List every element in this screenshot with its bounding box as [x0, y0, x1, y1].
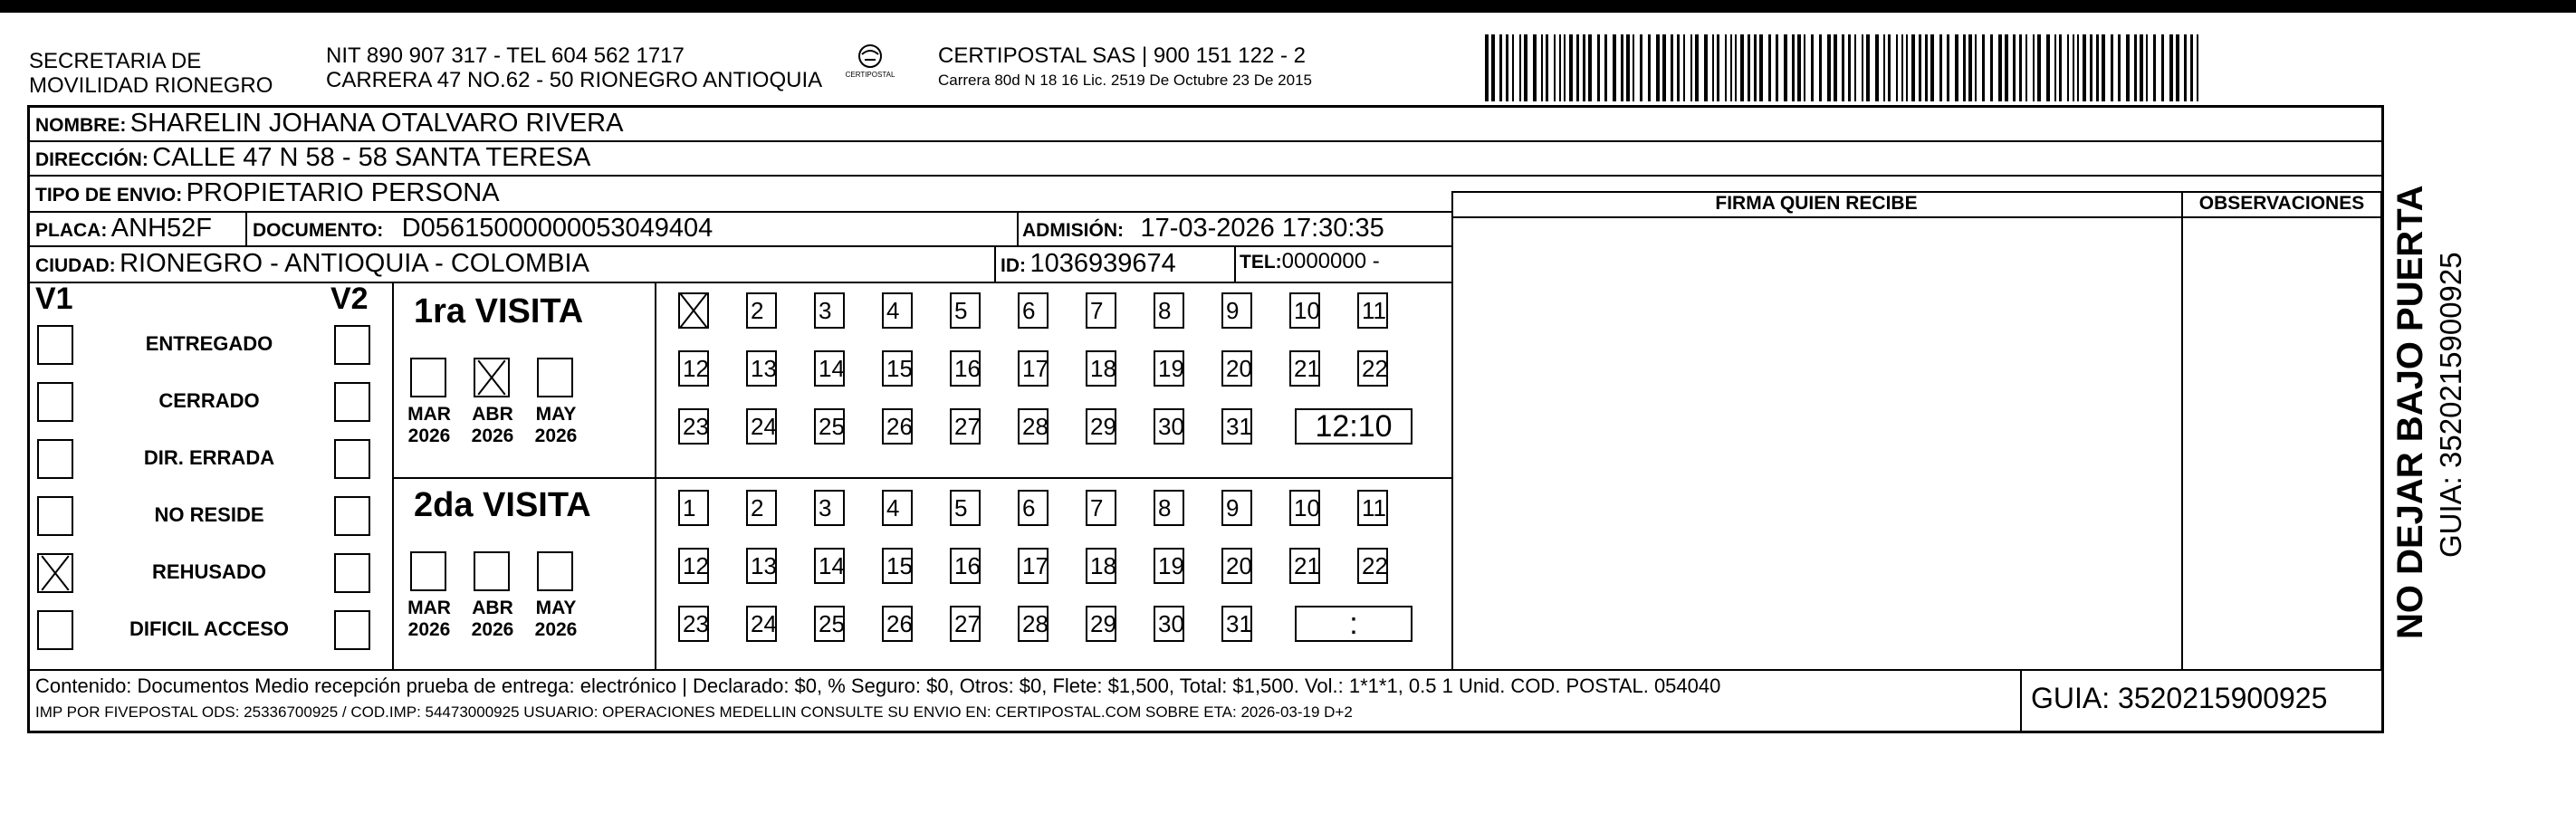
month-year: 2026 — [534, 426, 578, 446]
barcode-bar — [2033, 34, 2035, 101]
barcode-bar — [1804, 34, 1805, 101]
month-label: ABR — [472, 598, 513, 618]
time-box[interactable]: 12:10 — [1295, 408, 1412, 445]
day-cell[interactable]: 14 — [814, 350, 845, 387]
day-cell[interactable]: 4 — [882, 490, 913, 526]
barcode-bar — [2184, 34, 2187, 101]
day-cell[interactable]: 6 — [1018, 490, 1049, 526]
barcode-bar — [2067, 34, 2069, 101]
barcode-bar — [1896, 34, 1898, 101]
barcode-bar — [1768, 34, 1771, 101]
barcode-bar — [2111, 34, 2113, 101]
day-cell[interactable]: 2 — [746, 292, 777, 329]
barcode-bar — [2118, 34, 2121, 101]
admision-value: 17-03-2026 17:30:35 — [1140, 214, 1384, 243]
barcode-bar — [1955, 34, 1958, 101]
day-cell[interactable]: 17 — [1018, 548, 1049, 584]
day-cell[interactable]: 7 — [1086, 490, 1116, 526]
tel-label: TEL: — [1240, 252, 1282, 273]
barcode-bar — [1541, 34, 1543, 101]
barcode-bar — [1583, 34, 1585, 101]
day-cell[interactable]: 30 — [1154, 408, 1184, 445]
barcode-bar — [1730, 34, 1732, 101]
admision-row — [1022, 214, 1384, 244]
org-name — [29, 49, 273, 98]
firma-header: FIRMA QUIEN RECIBE — [1715, 193, 1918, 214]
day-cell[interactable]: 15 — [882, 350, 913, 387]
documento-value: D05615000000053049404 — [401, 214, 713, 243]
barcode-bar — [1975, 34, 1977, 101]
month-year: 2026 — [471, 619, 514, 640]
visit1-title: 1ra VISITA — [414, 292, 584, 330]
id-row — [1001, 249, 1176, 279]
barcode-bar — [2102, 34, 2105, 101]
day-cell[interactable]: 7 — [1086, 292, 1116, 329]
barcode-bar — [1554, 34, 1556, 101]
barcode-bar — [2037, 34, 2041, 101]
barcode-bar — [1759, 34, 1763, 101]
ciudad-value: RIONEGRO - ANTIOQUIA - COLOMBIA — [120, 249, 589, 278]
day-cell[interactable]: 27 — [950, 606, 981, 642]
barcode-bar — [1947, 34, 1949, 101]
barcode-bar — [2083, 34, 2086, 101]
documento-label: DOCUMENTO: — [253, 220, 384, 241]
day-cell[interactable]: 24 — [746, 408, 777, 445]
barcode-bar — [1963, 34, 1966, 101]
barcode-bar — [1712, 34, 1714, 101]
barcode-bar — [1491, 34, 1495, 101]
logo-icon — [840, 42, 900, 87]
day-cell[interactable]: 26 — [882, 408, 913, 445]
certipostal-logo — [840, 42, 900, 87]
barcode-bar — [1811, 34, 1814, 101]
barcode-bar — [1499, 34, 1502, 101]
barcode-bar — [2090, 34, 2092, 101]
day-cell[interactable]: 16 — [950, 548, 981, 584]
day-cell[interactable]: 2 — [746, 490, 777, 526]
barcode-bar — [1512, 34, 1514, 101]
barcode-bar — [2019, 34, 2022, 101]
org-line-2: MOVILIDAD RIONEGRO — [29, 73, 273, 98]
day-cell[interactable]: 29 — [1086, 408, 1116, 445]
day-cell[interactable]: 11 — [1357, 292, 1388, 329]
day-cell[interactable]: 22 — [1357, 350, 1388, 387]
month-label: MAR — [407, 598, 451, 618]
direccion-row — [35, 143, 590, 173]
day-cell[interactable]: 8 — [1154, 292, 1184, 329]
org-nit-address — [326, 43, 822, 92]
day-cell[interactable]: 25 — [814, 606, 845, 642]
v1-checkbox[interactable] — [37, 439, 73, 479]
barcode-bar — [1690, 34, 1692, 101]
barcode-bar — [1901, 34, 1903, 101]
barcode-bar — [2197, 34, 2198, 101]
day-cell[interactable]: 26 — [882, 606, 913, 642]
day-cell[interactable]: 19 — [1154, 350, 1184, 387]
tipo-envio-label: TIPO DE ENVIO: — [35, 185, 183, 206]
admision-label: ADMISIÓN: — [1022, 220, 1124, 241]
time-box[interactable]: : — [1295, 606, 1412, 642]
barcode-bar — [1604, 34, 1607, 101]
barcode-bar — [1576, 34, 1579, 101]
day-cell[interactable]: 31 — [1221, 408, 1252, 445]
barcode-bar — [2046, 34, 2050, 101]
barcode-bar — [1784, 34, 1787, 101]
barcode-bar — [2161, 34, 2164, 101]
barcode-bar — [2096, 34, 2099, 101]
barcode-bar — [1648, 34, 1651, 101]
barcode-bar — [2146, 34, 2148, 101]
barcode-bar — [1990, 34, 1993, 101]
barcode-bar — [2005, 34, 2008, 101]
barcode-bar — [1559, 34, 1561, 101]
barcode-bar — [1677, 34, 1680, 101]
day-cell[interactable]: 12 — [678, 350, 709, 387]
barcode-bar — [1754, 34, 1757, 101]
v1-checkbox[interactable] — [37, 553, 73, 593]
barcode-bar — [1735, 34, 1737, 101]
day-cell[interactable]: 21 — [1289, 548, 1320, 584]
v2-checkbox[interactable] — [334, 325, 370, 365]
barcode-bar — [1569, 34, 1573, 101]
month-label: ABR — [472, 404, 513, 425]
barcode-bar — [1848, 34, 1851, 101]
id-value: 1036939674 — [1029, 249, 1176, 278]
direccion-value: CALLE 47 N 58 - 58 SANTA TERESA — [152, 143, 591, 172]
tel-value: 0000000 - — [1281, 249, 1380, 273]
month-year: 2026 — [534, 619, 578, 640]
day-cell[interactable]: 10 — [1289, 490, 1320, 526]
courier-line-2: Carrera 80d N 18 16 Lic. 2519 De Octubre 23 De 2015 — [938, 72, 1312, 89]
delivery-form — [27, 105, 2384, 733]
barcode-bar — [1854, 34, 1856, 101]
v2-label: V2 — [330, 282, 369, 316]
barcode-bar — [1621, 34, 1623, 101]
side-no-dejar: NO DEJAR BAJO PUERTA — [2390, 185, 2430, 639]
day-cell[interactable]: 13 — [746, 350, 777, 387]
ciudad-label: CIUDAD: — [35, 255, 116, 276]
day-cell[interactable]: 8 — [1154, 490, 1184, 526]
day-cell[interactable]: 18 — [1086, 350, 1116, 387]
day-cell[interactable]: 5 — [950, 490, 981, 526]
barcode-bar — [2059, 34, 2062, 101]
day-cell[interactable]: 21 — [1289, 350, 1320, 387]
day-cell[interactable]: 9 — [1221, 490, 1252, 526]
barcode-bar — [1748, 34, 1750, 101]
barcode-bar — [2025, 34, 2027, 101]
status-label: DIR. ERRADA — [143, 446, 275, 469]
barcode-bar — [1613, 34, 1616, 101]
barcode-bar — [1883, 34, 1885, 101]
placa-value: ANH52F — [110, 214, 212, 243]
barcode-bar — [1662, 34, 1666, 101]
v2-checkbox[interactable] — [334, 496, 370, 536]
day-cell[interactable]: 15 — [882, 548, 913, 584]
day-cell[interactable]: 4 — [882, 292, 913, 329]
day-cell[interactable]: 3 — [814, 490, 845, 526]
barcode-bar — [1626, 34, 1630, 101]
footer-imp: IMP POR FIVEPOSTAL ODS: 25336700925 / COD.IMP: 54473000925 USUARIO: OPERACIONES MEDELLIN CONSULTE SU ENVIO EN: CERTIPOSTAL.COM SOBRE ETA: 2026-03-19 D+2 — [35, 703, 1353, 721]
day-cell[interactable]: 16 — [950, 350, 981, 387]
barcode-bar — [1834, 34, 1837, 101]
tel-row — [1240, 249, 1380, 274]
barcode-bar — [1842, 34, 1844, 101]
day-cell[interactable]: 12 — [678, 548, 709, 584]
barcode-bar — [1740, 34, 1744, 101]
direccion-label: DIRECCIÓN: — [35, 149, 148, 170]
footer-contenido: Contenido: Documentos Medio recepción prueba de entrega: electrónico | Declarado: $0, % Seguro: $0, Otros: $0, Flete: $1,500, Total: $1,500. Vol.: 1*1*1, 0.5 1 Unid. COD. POSTAL. 054040 — [35, 674, 1721, 697]
day-cell[interactable]: 18 — [1086, 548, 1116, 584]
barcode-bar — [1919, 34, 1921, 101]
day-cell[interactable]: 3 — [814, 292, 845, 329]
status-label: NO RESIDE — [154, 503, 264, 526]
barcode-bar — [1911, 34, 1915, 101]
barcode-bar — [1633, 34, 1634, 101]
day-cell[interactable]: 11 — [1357, 490, 1388, 526]
address-line: CARRERA 47 NO.62 - 50 RIONEGRO ANTIOQUIA — [326, 68, 823, 92]
barcode-bar — [1640, 34, 1642, 101]
day-cell[interactable]: 17 — [1018, 350, 1049, 387]
barcode-bar — [1792, 34, 1795, 101]
barcode-bar — [1524, 34, 1527, 101]
barcode-bar — [1546, 34, 1548, 101]
barcode-bar — [2013, 34, 2016, 101]
day-cell[interactable]: 28 — [1018, 408, 1049, 445]
barcode-bar — [2073, 34, 2074, 101]
tipo-envio-value: PROPIETARIO PERSONA — [186, 178, 500, 207]
barcode-bar — [2153, 34, 2156, 101]
month-year: 2026 — [407, 619, 451, 640]
side-guia: GUIA: 3520215900925 — [2434, 252, 2467, 558]
barcode-bar — [1875, 34, 1879, 101]
barcode-bar — [2169, 34, 2173, 101]
barcode-bar — [1968, 34, 1972, 101]
status-label: REHUSADO — [152, 560, 266, 583]
barcode-bar — [2190, 34, 2193, 101]
tipo-envio-row — [35, 178, 500, 208]
v2-checkbox[interactable] — [334, 382, 370, 422]
day-cell[interactable]: 20 — [1221, 548, 1252, 584]
day-cell[interactable]: 5 — [950, 292, 981, 329]
top-border — [0, 0, 2576, 13]
barcode-bar — [1704, 34, 1708, 101]
barcode-bar — [2176, 34, 2179, 101]
barcode-bar — [1533, 34, 1537, 101]
courier-line-1: CERTIPOSTAL SAS | 900 151 122 - 2 — [938, 43, 1306, 68]
v1-checkbox[interactable] — [37, 325, 73, 365]
ciudad-row — [35, 249, 589, 279]
org-line-1: SECRETARIA DE — [29, 49, 202, 73]
observaciones-header: OBSERVACIONES — [2198, 193, 2365, 214]
barcode-bar — [1485, 34, 1489, 101]
barcode-bar — [2140, 34, 2143, 101]
month-checkbox[interactable] — [410, 358, 446, 397]
month-label: MAR — [407, 404, 451, 425]
barcode-bar — [1998, 34, 2002, 101]
day-cell[interactable]: 25 — [814, 408, 845, 445]
v2-checkbox[interactable] — [334, 610, 370, 650]
barcode-bar — [1695, 34, 1699, 101]
v2-checkbox[interactable] — [334, 553, 370, 593]
barcode-bar — [1862, 34, 1863, 101]
month-checkbox[interactable] — [410, 551, 446, 591]
footer-guia: GUIA: 3520215900925 — [2031, 682, 2328, 714]
barcode-bar — [1717, 34, 1719, 101]
barcode-bar — [1519, 34, 1521, 101]
barcode-bar — [1866, 34, 1870, 101]
barcode-bar — [1725, 34, 1727, 101]
month-checkbox[interactable] — [537, 551, 573, 591]
v1-checkbox[interactable] — [37, 496, 73, 536]
barcode-bar — [1819, 34, 1822, 101]
nit-line: NIT 890 907 317 - TEL 604 562 1717 — [326, 43, 685, 68]
month-checkbox[interactable] — [474, 551, 510, 591]
barcode-bar — [1930, 34, 1934, 101]
day-cell[interactable]: 10 — [1289, 292, 1320, 329]
barcode-bar — [1671, 34, 1673, 101]
day-cell[interactable]: 31 — [1221, 606, 1252, 642]
placa-label: PLACA: — [35, 220, 108, 241]
month-year: 2026 — [471, 426, 514, 446]
day-cell[interactable]: 23 — [678, 408, 709, 445]
day-cell[interactable]: 14 — [814, 548, 845, 584]
status-label: ENTREGADO — [145, 332, 273, 355]
month-checkbox[interactable] — [537, 358, 573, 397]
day-cell[interactable]: 28 — [1018, 606, 1049, 642]
month-label: MAY — [535, 598, 577, 618]
day-cell[interactable]: 19 — [1154, 548, 1184, 584]
status-label: CERRADO — [158, 389, 260, 412]
barcode-bar — [1683, 34, 1685, 101]
barcode-bar — [1888, 34, 1891, 101]
id-label: ID: — [1001, 255, 1026, 276]
barcode-bar — [2077, 34, 2079, 101]
status-label: DIFICIL ACCESO — [129, 617, 289, 640]
v2-checkbox[interactable] — [334, 439, 370, 479]
v1-label: V1 — [35, 282, 73, 316]
barcode-bar — [1597, 34, 1600, 101]
month-year: 2026 — [407, 426, 451, 446]
barcode — [1485, 34, 2204, 101]
day-cell[interactable]: 30 — [1154, 606, 1184, 642]
barcode-bar — [1982, 34, 1985, 101]
courier-info — [938, 43, 1312, 92]
day-cell[interactable]: 23 — [678, 606, 709, 642]
placa-row — [35, 214, 212, 244]
nombre-row — [35, 109, 623, 139]
visit2-title: 2da VISITA — [414, 486, 591, 524]
day-cell[interactable]: 20 — [1221, 350, 1252, 387]
nombre-value: SHARELIN JOHANA OTALVARO RIVERA — [129, 109, 624, 138]
barcode-bar — [1906, 34, 1908, 101]
day-cell[interactable]: 22 — [1357, 548, 1388, 584]
barcode-bar — [1776, 34, 1778, 101]
barcode-bar — [2126, 34, 2130, 101]
nombre-label: NOMBRE: — [35, 115, 127, 136]
documento-row — [253, 214, 713, 244]
day-cell[interactable]: 9 — [1221, 292, 1252, 329]
day-cell[interactable]: 1 — [678, 490, 709, 526]
day-cell[interactable]: 29 — [1086, 606, 1116, 642]
v1-checkbox[interactable] — [37, 610, 73, 650]
day-cell[interactable]: 27 — [950, 408, 981, 445]
day-cell[interactable] — [678, 292, 709, 329]
barcode-bar — [1656, 34, 1660, 101]
barcode-bar — [1506, 34, 1508, 101]
month-checkbox[interactable] — [474, 358, 510, 397]
logo-text: CERTIPOSTAL — [845, 71, 895, 79]
barcode-bar — [1797, 34, 1801, 101]
v1-checkbox[interactable] — [37, 382, 73, 422]
barcode-bar — [2054, 34, 2056, 101]
day-cell[interactable]: 13 — [746, 548, 777, 584]
barcode-bar — [2134, 34, 2137, 101]
day-cell[interactable]: 24 — [746, 606, 777, 642]
day-cell[interactable]: 6 — [1018, 292, 1049, 329]
barcode-bar — [1588, 34, 1592, 101]
barcode-bar — [1939, 34, 1942, 101]
barcode-bar — [1827, 34, 1831, 101]
barcode-bar — [1925, 34, 1928, 101]
barcode-bar — [1564, 34, 1566, 101]
month-label: MAY — [535, 404, 577, 425]
